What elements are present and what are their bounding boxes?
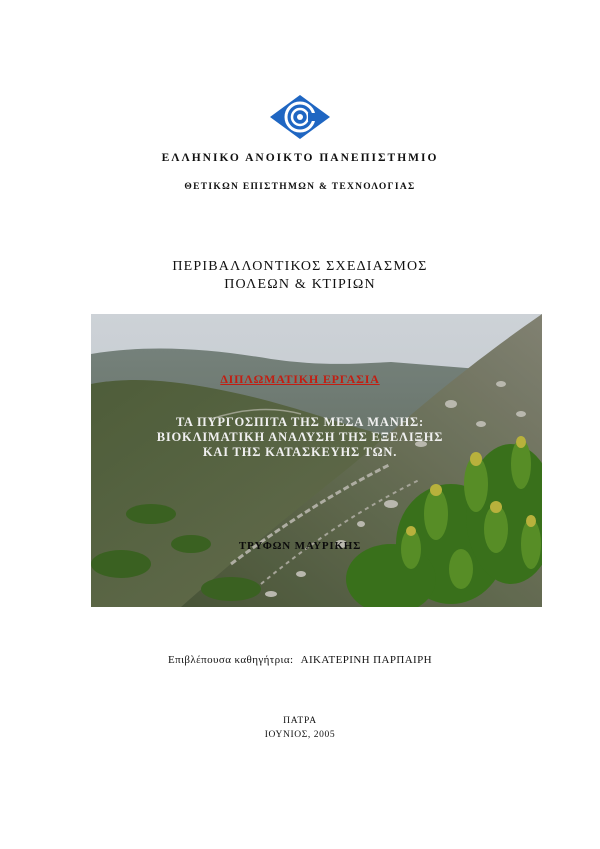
- school-name: ΘΕΤΙΚΩΝ ΕΠΙΣΤΗΜΩΝ & ΤΕΧΝΟΛΟΓΙΑΣ: [184, 182, 416, 192]
- author-name: ΤΡΥΦΩΝ ΜΑΥΡΙΚΗΣ: [238, 540, 362, 552]
- university-name: ΕΛΛΗΝΙΚΟ ΑΝΟΙΚΤΟ ΠΑΝΕΠΙΣΤΗΜΙΟ: [161, 152, 439, 164]
- city: ΠΑΤΡΑ: [283, 716, 317, 726]
- program-title-line-1: ΠΕΡΙΒΑΛΛΟΝΤΙΚΟΣ ΣΧΕΔΙΑΣΜΟΣ: [172, 259, 428, 274]
- thesis-title-line-2: ΒΙΟΚΛΙΜΑΤΙΚΗ ΑΝΑΛΥΣΗ ΤΗΣ ΕΞΕΛΙΞΗΣ: [156, 430, 444, 444]
- thesis-title-line-1: ΤΑ ΠΥΡΓΟΣΠΙΤΑ ΤΗΣ ΜΕΣΑ ΜΑΝΗΣ:: [175, 415, 424, 429]
- university-emblem-icon: [268, 94, 332, 140]
- date: ΙΟΥΝΙΟΣ, 2005: [264, 730, 336, 740]
- supervisor-name: ΑΙΚΑΤΕΡΙΝΗ ΠΑΡΠΑΙΡΗ: [300, 654, 432, 666]
- thesis-title: [0, 415, 600, 460]
- supervisor-line: [0, 654, 600, 666]
- program-title: [0, 258, 600, 294]
- landscape-photo: [91, 314, 542, 607]
- thesis-type-label: ΔΙΠΛΩΜΑΤΙΚΗ ΕΡΓΑΣΙΑ: [220, 372, 380, 386]
- thesis-title-line-3: ΚΑΙ ΤΗΣ ΚΑΤΑΣΚΕΥΗΣ ΤΩΝ.: [202, 445, 398, 459]
- program-title-line-2: ΠΟΛΕΩΝ & ΚΤΙΡΙΩΝ: [224, 277, 376, 292]
- supervisor-label: Επιβλέπουσα καθηγήτρια:: [168, 654, 294, 666]
